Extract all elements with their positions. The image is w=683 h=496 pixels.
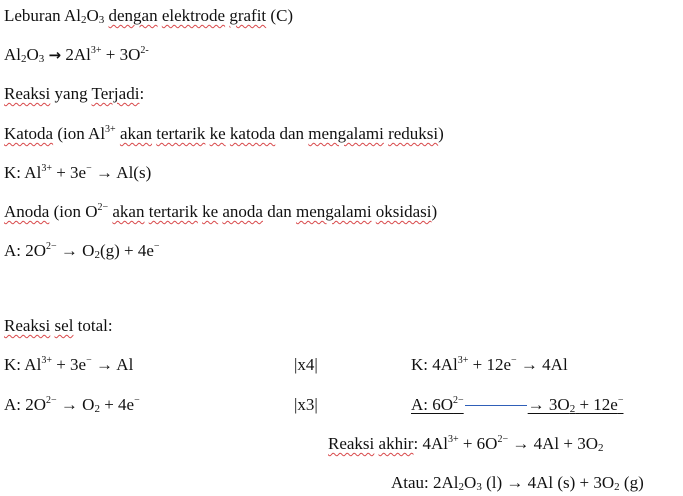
cathode-description: Katoda (ion $Al^{3+}$ akan tertarik ke katoda dan mengalami reduksi)	[4, 124, 444, 143]
spell-flag[interactable]: Reaksi	[4, 316, 51, 335]
spell-flag[interactable]: akan	[119, 124, 153, 143]
anode-equation: A: $2O^{2-} \to O_2(g) + 4e^-$	[4, 241, 160, 261]
spell-flag[interactable]: elektrode	[161, 6, 226, 25]
spell-flag[interactable]: Reaksi	[328, 434, 375, 453]
final-reaction: Reaksi akhir: $4Al^{3+} + 6O^{2-} \to 4Al + 3O_2$	[328, 434, 604, 454]
spell-flag[interactable]: Reaksi	[4, 84, 51, 103]
spell-flag[interactable]: reduksi	[388, 124, 439, 143]
arrow-icon: →	[48, 46, 62, 64]
scaled-anode-equation: A: $6O^{2-} \to 3O_2 + 12e^-$	[411, 395, 624, 415]
spell-flag[interactable]: sel	[54, 316, 74, 335]
cathode-equation: K: $Al^{3+} + 3e^- \to Al(s)$	[4, 163, 152, 182]
anode-multiplier: |x3|	[294, 395, 318, 414]
spell-flag[interactable]: ke	[202, 202, 219, 221]
alternative-reaction: Atau: $2Al_2O_3$ (l) → 4Al $(s) + 3O_2$ (g)	[391, 473, 644, 493]
spell-flag[interactable]: dengan	[108, 6, 158, 25]
spell-flag[interactable]: oksidasi	[375, 202, 432, 221]
spell-flag[interactable]: mengalami	[308, 124, 384, 143]
spell-flag[interactable]: tertarik	[148, 202, 198, 221]
spell-flag[interactable]: akan	[112, 202, 145, 221]
spell-flag[interactable]: katoda	[229, 124, 276, 143]
dissociation-equation: $Al_2O_3 \to 2Al^{3+} + 3O^{2-}$	[4, 45, 149, 65]
spell-flag[interactable]: Terjadi	[91, 84, 140, 103]
total-cathode-equation: K: $Al^{3+} + 3e^- \to Al$	[4, 355, 134, 374]
heading-line: Leburan $Al_2O_3$ dengan elektrode grafit (C)	[4, 6, 294, 26]
spell-flag[interactable]: mengalami	[296, 202, 372, 221]
total-anode-equation: A: $2O^{2-} \to O_2 + 4e^-$	[4, 395, 140, 415]
spell-flag[interactable]: Katoda	[4, 124, 54, 143]
fraction-rule	[465, 405, 527, 406]
cathode-multiplier: |x4|	[294, 355, 318, 374]
spell-flag[interactable]: Anoda	[4, 202, 50, 221]
spell-flag[interactable]: akhir	[378, 434, 414, 453]
spell-flag[interactable]: grafit	[229, 6, 267, 25]
spell-flag[interactable]: ke	[209, 124, 226, 143]
anode-description: Anoda (ion $O^{2-}$ akan tertarik ke anoda dan mengalami oksidasi)	[4, 202, 438, 221]
spell-flag[interactable]: anoda	[222, 202, 263, 221]
spell-flag[interactable]: tertarik	[156, 124, 206, 143]
reactions-heading: Reaksi yang Terjadi:	[4, 84, 145, 103]
cell-reaction-heading: Reaksi sel total:	[4, 316, 113, 335]
scaled-cathode-equation: K: $4Al^{3+} + 12e^- \to 4Al$	[411, 355, 568, 374]
